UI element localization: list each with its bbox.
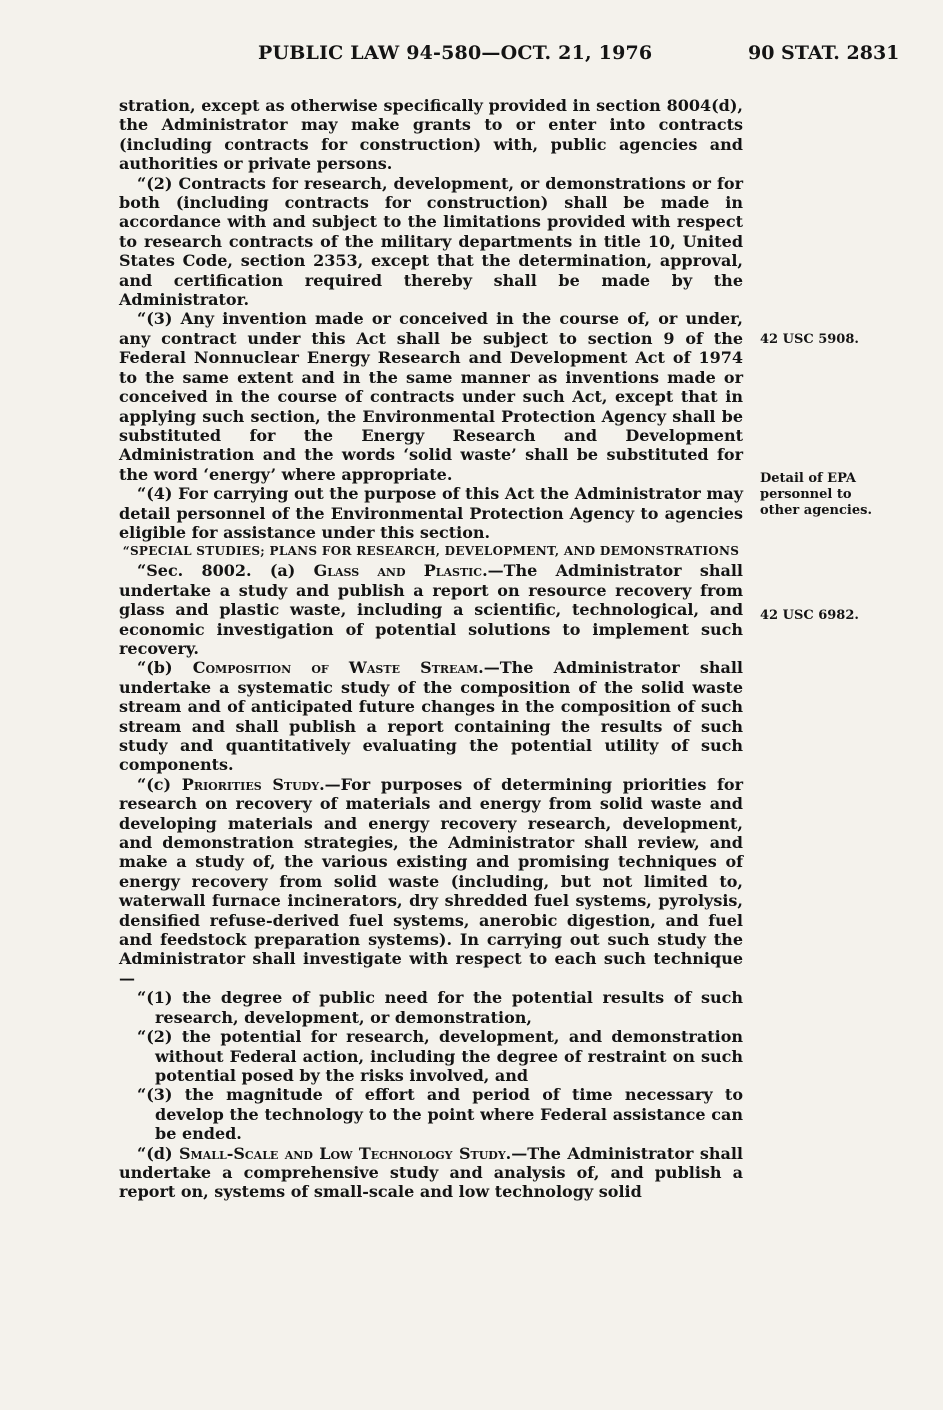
paragraph-3: “(3) Any invention made or conceived in the course of, or under, any contract under this Act shall be subject to section 9 of the Federal Nonnuclear Energy Research and Development Act of 1974 to the same extent and in the same manner as inventions made or conceived in the course of contracts under such Act, except that in applying such section, the Environmental Protection Agency shall be substituted for the Energy Research and Development Administration and the words ‘solid waste’ shall be substituted for the word ‘energy’ where appropriate.: [119, 309, 743, 484]
subsection-c-item-2: “(2) the potential for research, development, and demonstration without Federal action, including the degree of restraint on such potential posed by the risks involved, and: [137, 1027, 743, 1085]
section-heading: “SPECIAL STUDIES; PLANS FOR RESEARCH, DEVELOPMENT, AND DEMONSTRATIONS: [122, 544, 740, 559]
subsection-c-item-1: “(1) the degree of public need for the potential results of such research, development, or demonstration,: [137, 988, 743, 1027]
paragraph-4: “(4) For carrying out the purpose of this Act the Administrator may detail personnel of the Environmental Protection Agency to agencies eligible for assistance under this section.: [119, 484, 743, 542]
subsection-c-title: Priorities Study.: [181, 774, 325, 794]
statute-page-number: 90 STAT. 2831: [748, 42, 900, 64]
subsection-d-title: Small-Scale and Low Technology Study.: [178, 1143, 512, 1163]
running-header: PUBLIC LAW 94-580—OCT. 21, 1976: [258, 42, 653, 64]
margin-note-42-usc-6982: 42 USC 6982.: [760, 608, 859, 623]
subsection-a-text: —The Administrator shall undertake a study and publish a report on resource recovery from glass and plastic waste, including a scientific, technological, and economic investigation of potential solutions to implement such recovery.: [119, 561, 743, 658]
subsection-b: [119, 658, 743, 774]
paragraph-2: “(2) Contracts for research, development, or demonstrations or for both (including contracts for construction) shall be made in accordance with and subject to the limitations provided with respect to research contracts of the military departments in title 10, United States Code, section 2353, except that the determination, approval, and certification required thereby shall be made by the Administrator.: [119, 173, 743, 310]
subsection-d-prefix: “(d): [137, 1143, 179, 1163]
margin-note-42-usc-5908: 42 USC 5908.: [760, 332, 859, 347]
subsection-a-title: Glass and Plastic.: [313, 561, 488, 581]
subsection-c-item-3: “(3) the magnitude of effort and period of time necessary to develop the technology to the point where Federal assistance can be ended.: [137, 1085, 743, 1144]
subsection-a-prefix: “Sec. 8002. (a): [137, 561, 314, 581]
paragraph-continuation: stration, except as otherwise specifically provided in section 8004(d), the Administrator may make grants to or enter into contracts (including contracts for construction) with, public agencies and authorities or private persons.: [119, 96, 743, 174]
margin-note-detail-of-epa-personnel: Detail of EPA personnel to other agencies.: [760, 471, 872, 518]
subsection-b-text: —The Administrator shall undertake a systematic study of the composition of the solid waste stream and of anticipated future changes in the composition of such stream and shall publish a report containing the results of such study and quantitatively evaluating the potential utility of such components.: [119, 658, 743, 775]
subsection-b-prefix: “(b): [137, 658, 193, 678]
subsection-b-title: Composition of Waste Stream.: [192, 658, 484, 678]
subsection-c-text: —For purposes of determining priorities for research on recovery of materials and energy from solid waste and developing materials and energy recovery research, development, and demonstration strategies, the Administrator shall review, and make a study of, the various existing and promising techniques of energy recovery from solid waste (including, but not limited to, waterwall furnace incinerators, dry shredded fuel systems, pyrolysis, densified refuse-derived fuel systems, anerobic digestion, and fuel and feedstock preparation systems). In carrying out such study the Administrator shall investigate with respect to each such technique—: [119, 774, 744, 988]
document-body: [119, 96, 743, 1202]
subsection-c: [119, 775, 743, 988]
subsection-a: [119, 561, 743, 658]
subsection-c-prefix: “(c): [137, 774, 182, 794]
subsection-d-text: —The Administrator shall undertake a comprehensive study and analysis of, and publish a report on, systems of small-scale and low technology solid: [119, 1143, 744, 1202]
subsection-d: [119, 1144, 743, 1202]
